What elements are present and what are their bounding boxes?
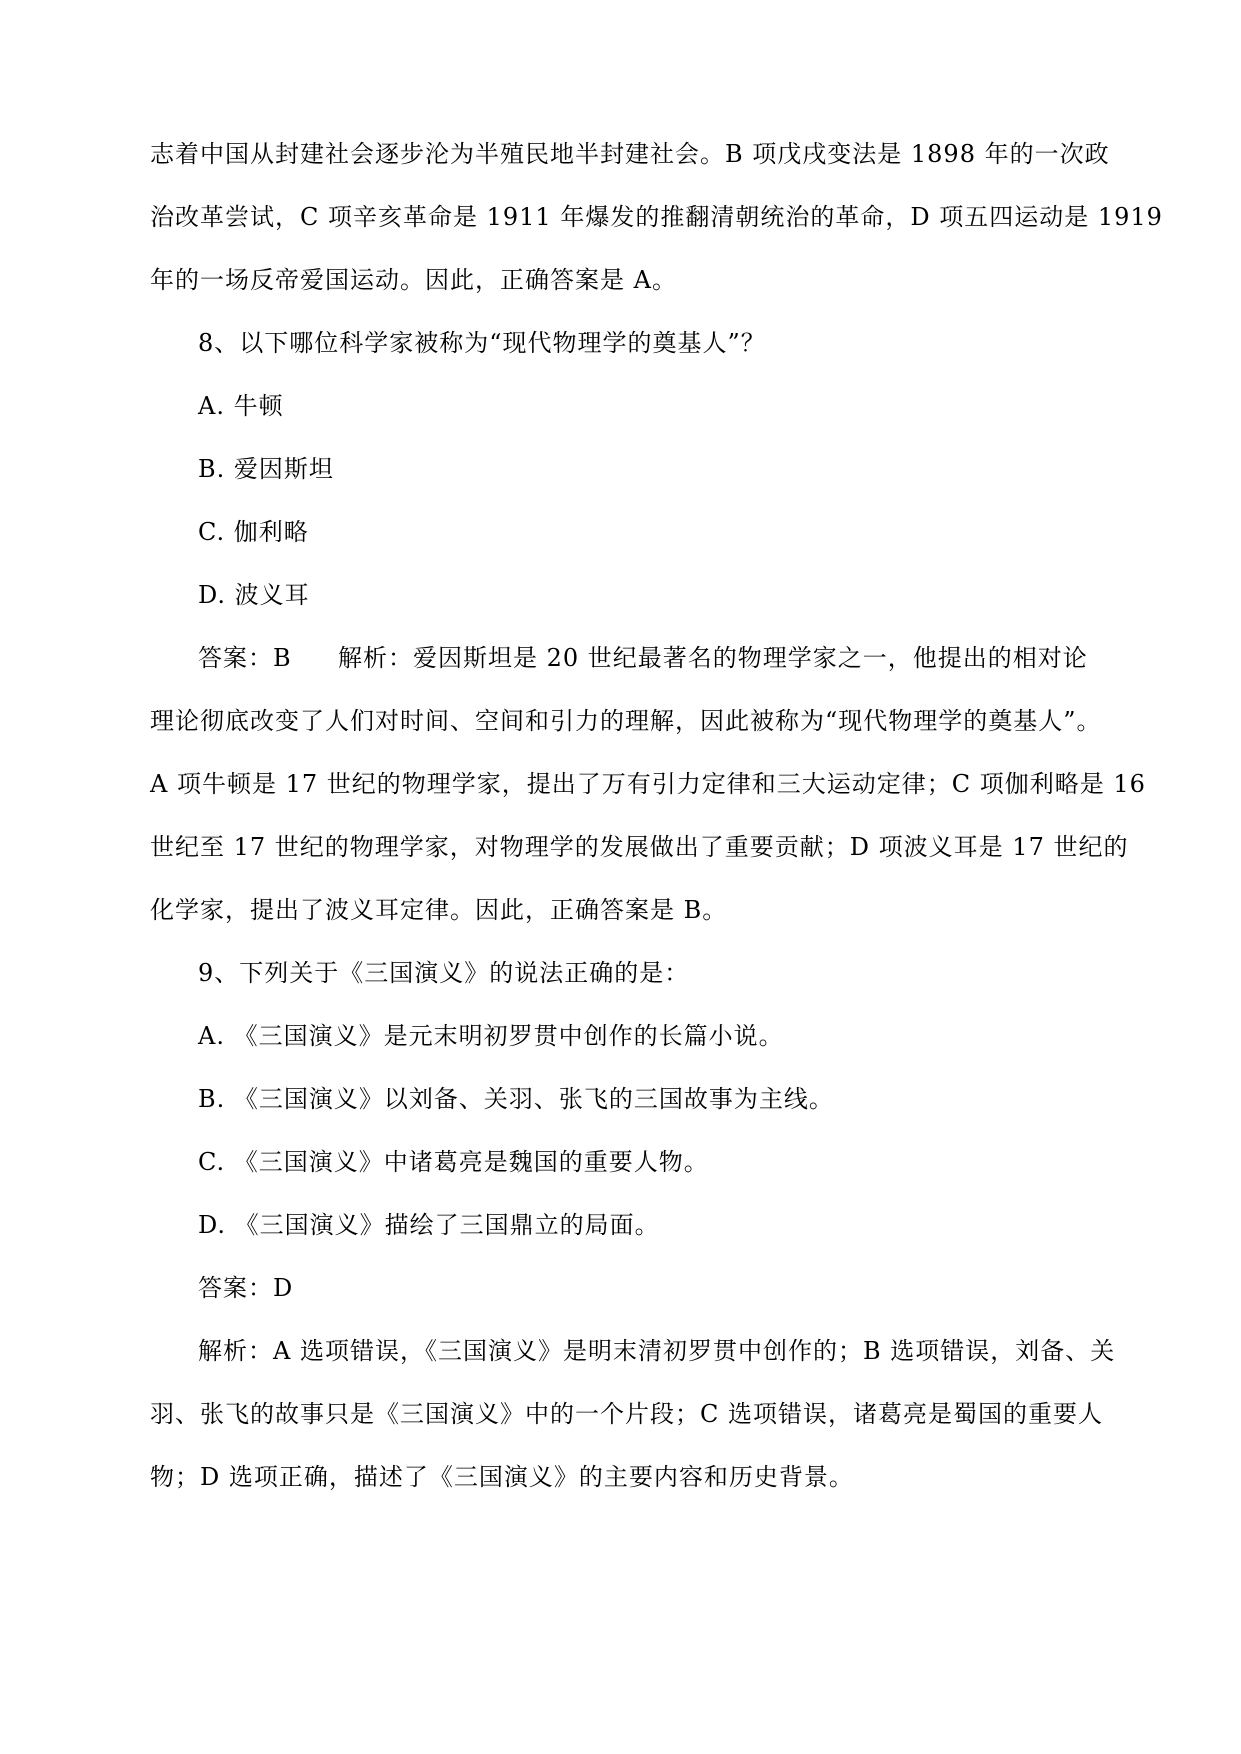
q8-explanation-first: 解析：爱因斯坦是 20 世纪最著名的物理学家之一，他提出的相对论	[338, 644, 1088, 672]
q9-explanation-line-2: 羽、张飞的故事只是《三国演义》中的一个片段；C 选项错误，诸葛亮是蜀国的重要人	[150, 1400, 1103, 1428]
q8-answer-line	[198, 638, 1088, 678]
q8-option-a: A. 牛顿	[198, 392, 284, 420]
q8-explanation-line-4: 世纪至 17 世纪的物理学家，对物理学的发展做出了重要贡献；D 项波义耳是 17 世纪的	[150, 833, 1129, 861]
q9-option-b: B. 《三国演义》以刘备、关羽、张飞的三国故事为主线。	[198, 1085, 834, 1113]
q8-option-c: C. 伽利略	[198, 518, 309, 546]
q9-option-a: A. 《三国演义》是元末明初罗贯中创作的长篇小说。	[198, 1022, 784, 1050]
q8-explanation-line-3: A 项牛顿是 17 世纪的物理学家，提出了万有引力定律和三大运动定律；C 项伽利略是 16	[150, 770, 1146, 798]
q8-explanation-line-2: 理论彻底改变了人们对时间、空间和引力的理解，因此被称为“现代物理学的奠基人”。	[150, 707, 1102, 735]
q8-explanation-line-5: 化学家，提出了波义耳定律。因此，正确答案是 B。	[150, 896, 728, 924]
q8-answer: 答案：B	[198, 644, 292, 672]
q8-question: 8、以下哪位科学家被称为“现代物理学的奠基人”？	[198, 329, 766, 357]
q9-option-d: D. 《三国演义》描绘了三国鼎立的局面。	[198, 1211, 660, 1239]
q9-option-c: C. 《三国演义》中诸葛亮是魏国的重要人物。	[198, 1148, 709, 1176]
q9-explanation-line-3: 物；D 选项正确，描述了《三国演义》的主要内容和历史背景。	[150, 1463, 854, 1491]
q8-option-d: D. 波义耳	[198, 581, 310, 609]
q9-explanation-line-1: 解析：A 选项错误，《三国演义》是明末清初罗贯中创作的；B 选项错误，刘备、关	[198, 1337, 1116, 1365]
q9-answer: 答案：D	[198, 1274, 294, 1302]
q8-option-b: B. 爱因斯坦	[198, 455, 334, 483]
q9-question: 9、下列关于《三国演义》的说法正确的是：	[198, 959, 690, 987]
q7-explanation-line-1: 志着中国从封建社会逐步沦为半殖民地半封建社会。B 项戊戌变法是 1898 年的一次政	[150, 140, 1110, 168]
q7-explanation-line-3: 年的一场反帝爱国运动。因此，正确答案是 A。	[150, 266, 677, 294]
q7-explanation-line-2: 治改革尝试，C 项辛亥革命是 1911 年爆发的推翻清朝统治的革命，D 项五四运动是 1919	[150, 203, 1163, 231]
